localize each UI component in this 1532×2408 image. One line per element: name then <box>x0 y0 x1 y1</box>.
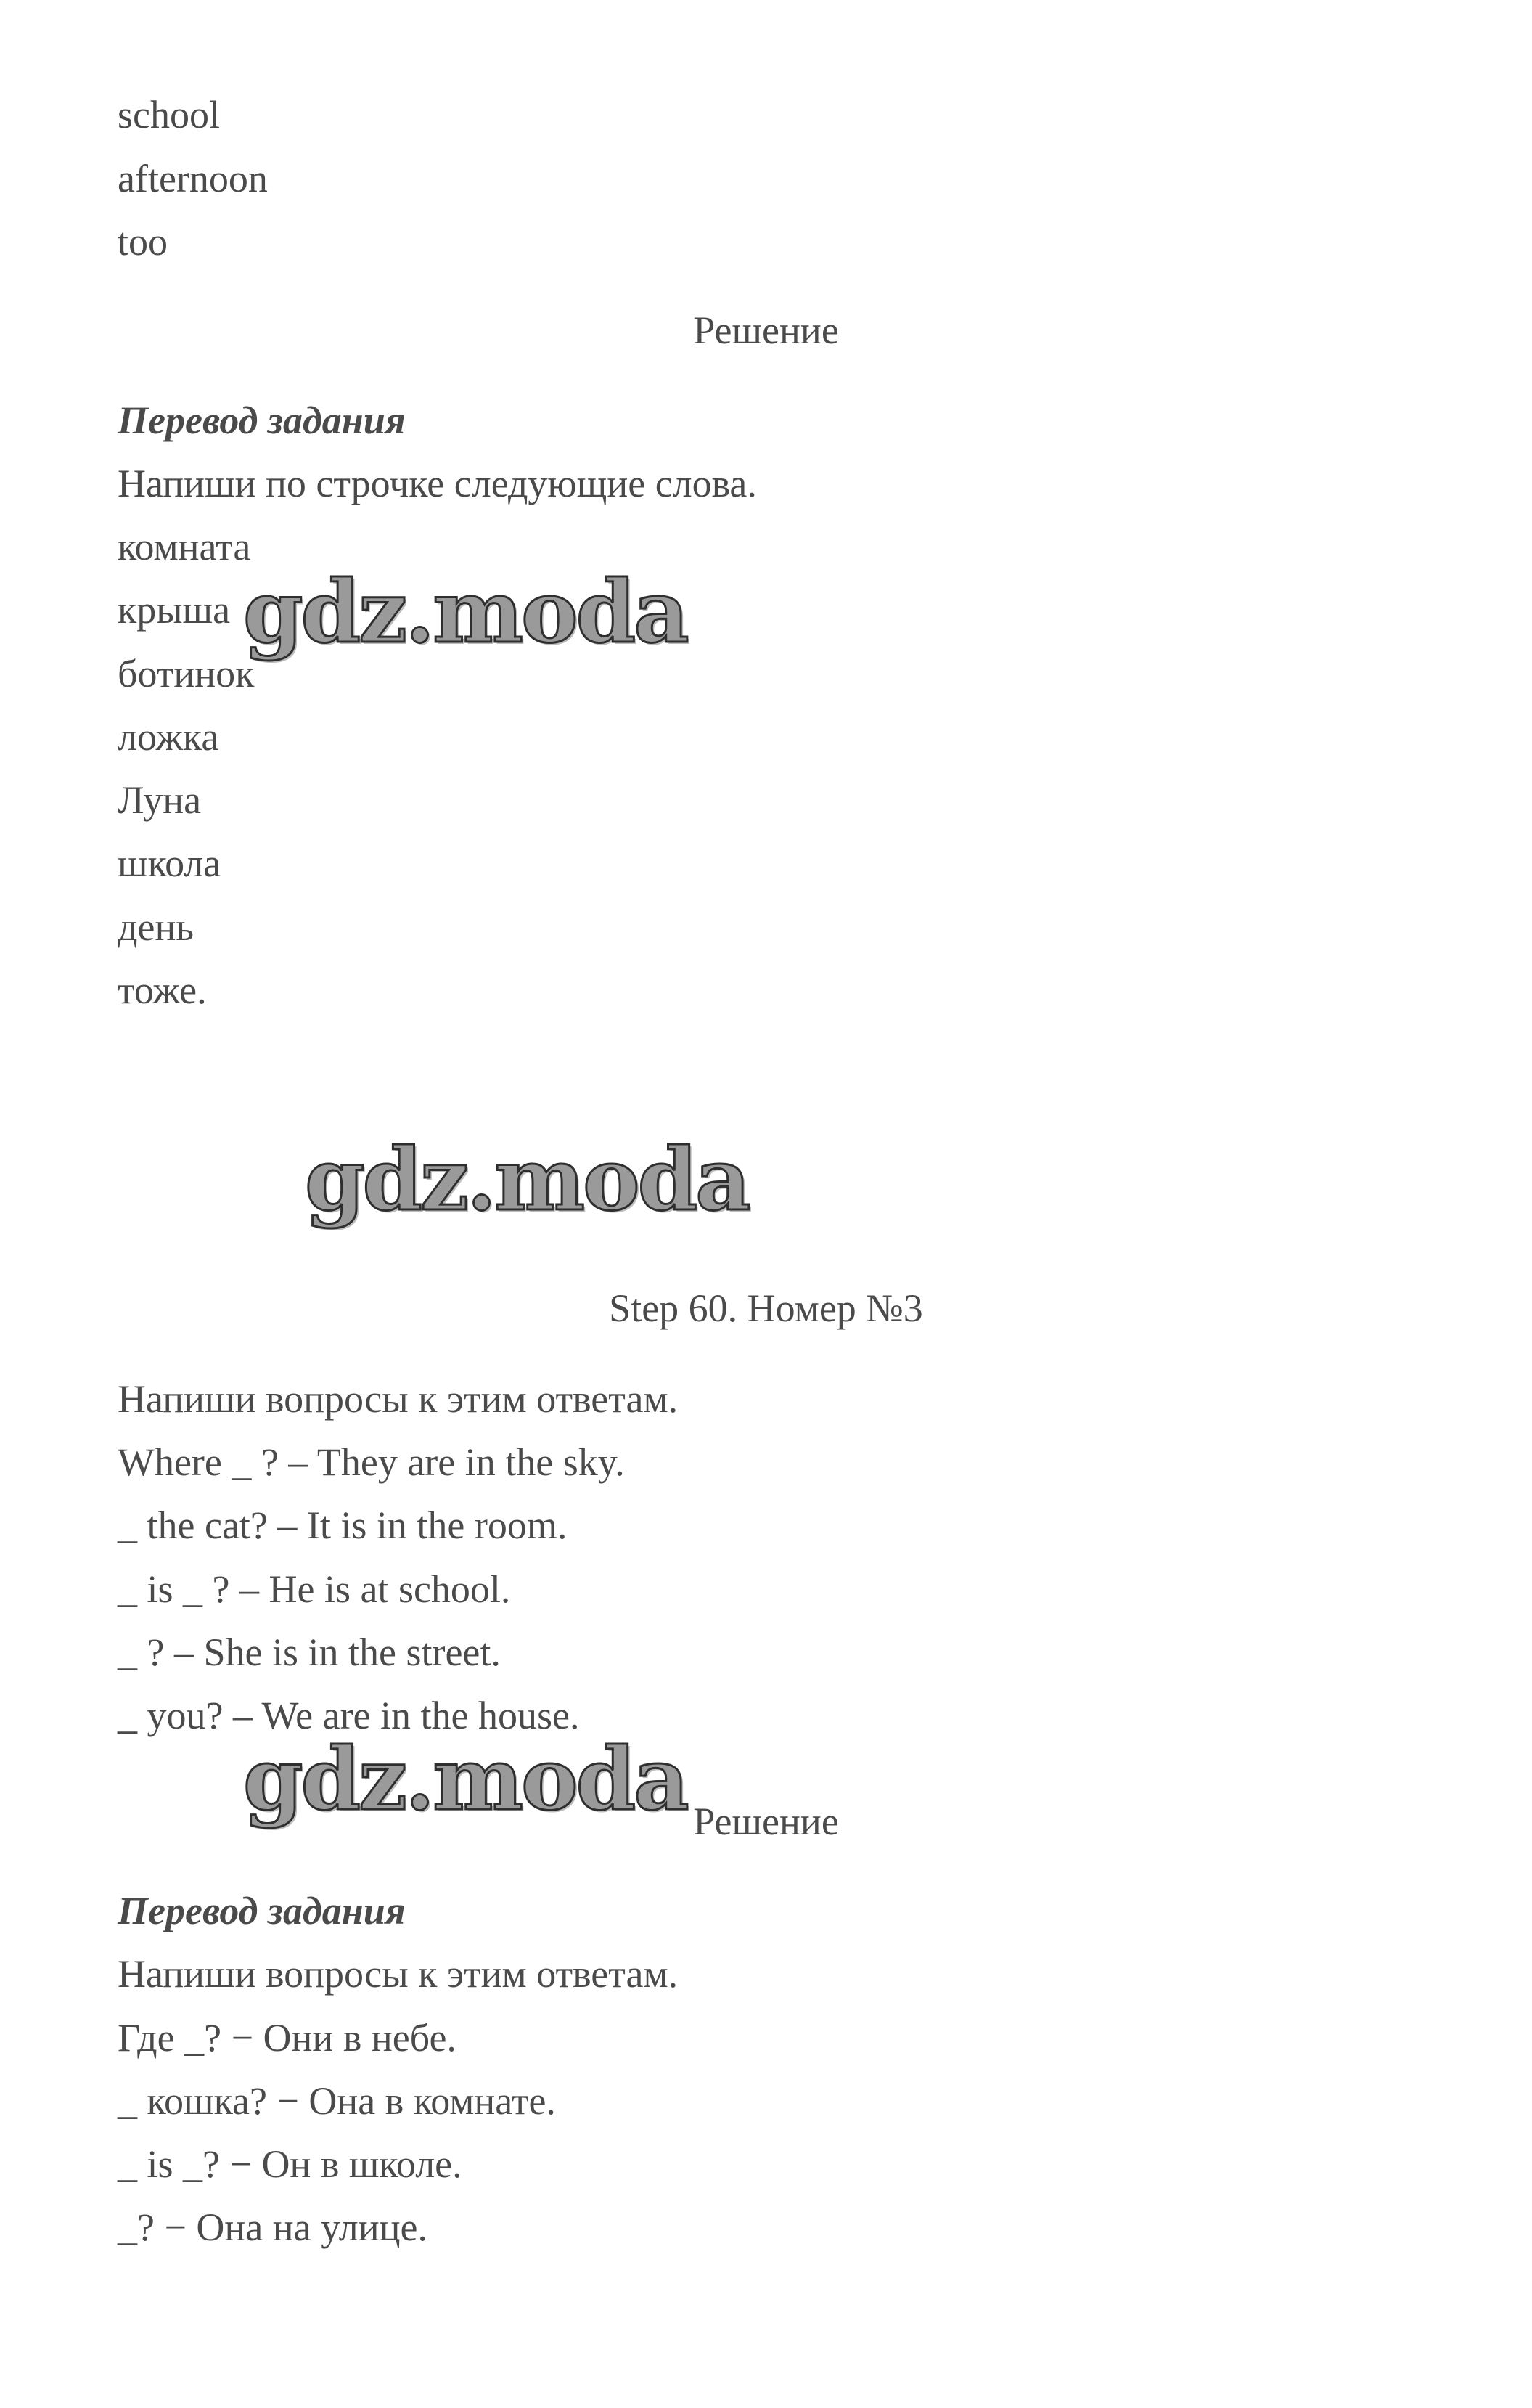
word-line: too <box>118 220 168 264</box>
solution-heading: Решение <box>693 309 839 352</box>
exercise-line: _ is _ ? – He is at school. <box>118 1567 511 1611</box>
exercise-line: Where _ ? – They are in the sky. <box>118 1440 625 1484</box>
word-line: ботинок <box>118 652 255 695</box>
word-line: комната <box>118 525 251 568</box>
exercise-line: _ the cat? – It is in the room. <box>118 1503 568 1547</box>
exercise-line: _ ? – She is in the street. <box>118 1630 501 1674</box>
watermark-logo: gdz.moda <box>305 1129 749 1230</box>
exercise-line: _ is _? − Он в школе. <box>118 2142 462 2186</box>
word-line: school <box>118 93 220 136</box>
word-line: afternoon <box>118 157 268 200</box>
exercise-line: _ кошка? − Она в комнате. <box>118 2079 556 2123</box>
task-title: Step 60. Номер №3 <box>609 1286 923 1330</box>
exercise-line: _ you? – We are in the house. <box>118 1694 580 1737</box>
solution-heading: Решение <box>693 1800 839 1843</box>
exercise-line: Где _? − Они в небе. <box>118 2016 456 2060</box>
word-line: школа <box>118 841 221 885</box>
watermark-logo: gdz.moda <box>243 1729 687 1829</box>
word-line: день <box>118 905 194 949</box>
watermark-logo: gdz.moda <box>243 561 687 662</box>
instruction-text: Напиши вопросы к этим ответам. <box>118 1377 679 1421</box>
word-line: ложка <box>118 715 219 759</box>
instruction-text: Напиши вопросы к этим ответам. <box>118 1952 679 1996</box>
instruction-text: Напиши по строчке следующие слова. <box>118 462 757 505</box>
translation-label: Перевод задания <box>118 1889 406 1932</box>
exercise-line: _? − Она на улице. <box>118 2205 427 2249</box>
translation-label: Перевод задания <box>118 399 406 442</box>
word-line: тоже. <box>118 968 207 1012</box>
word-line: Луна <box>118 778 202 822</box>
word-line: крыша <box>118 588 231 632</box>
